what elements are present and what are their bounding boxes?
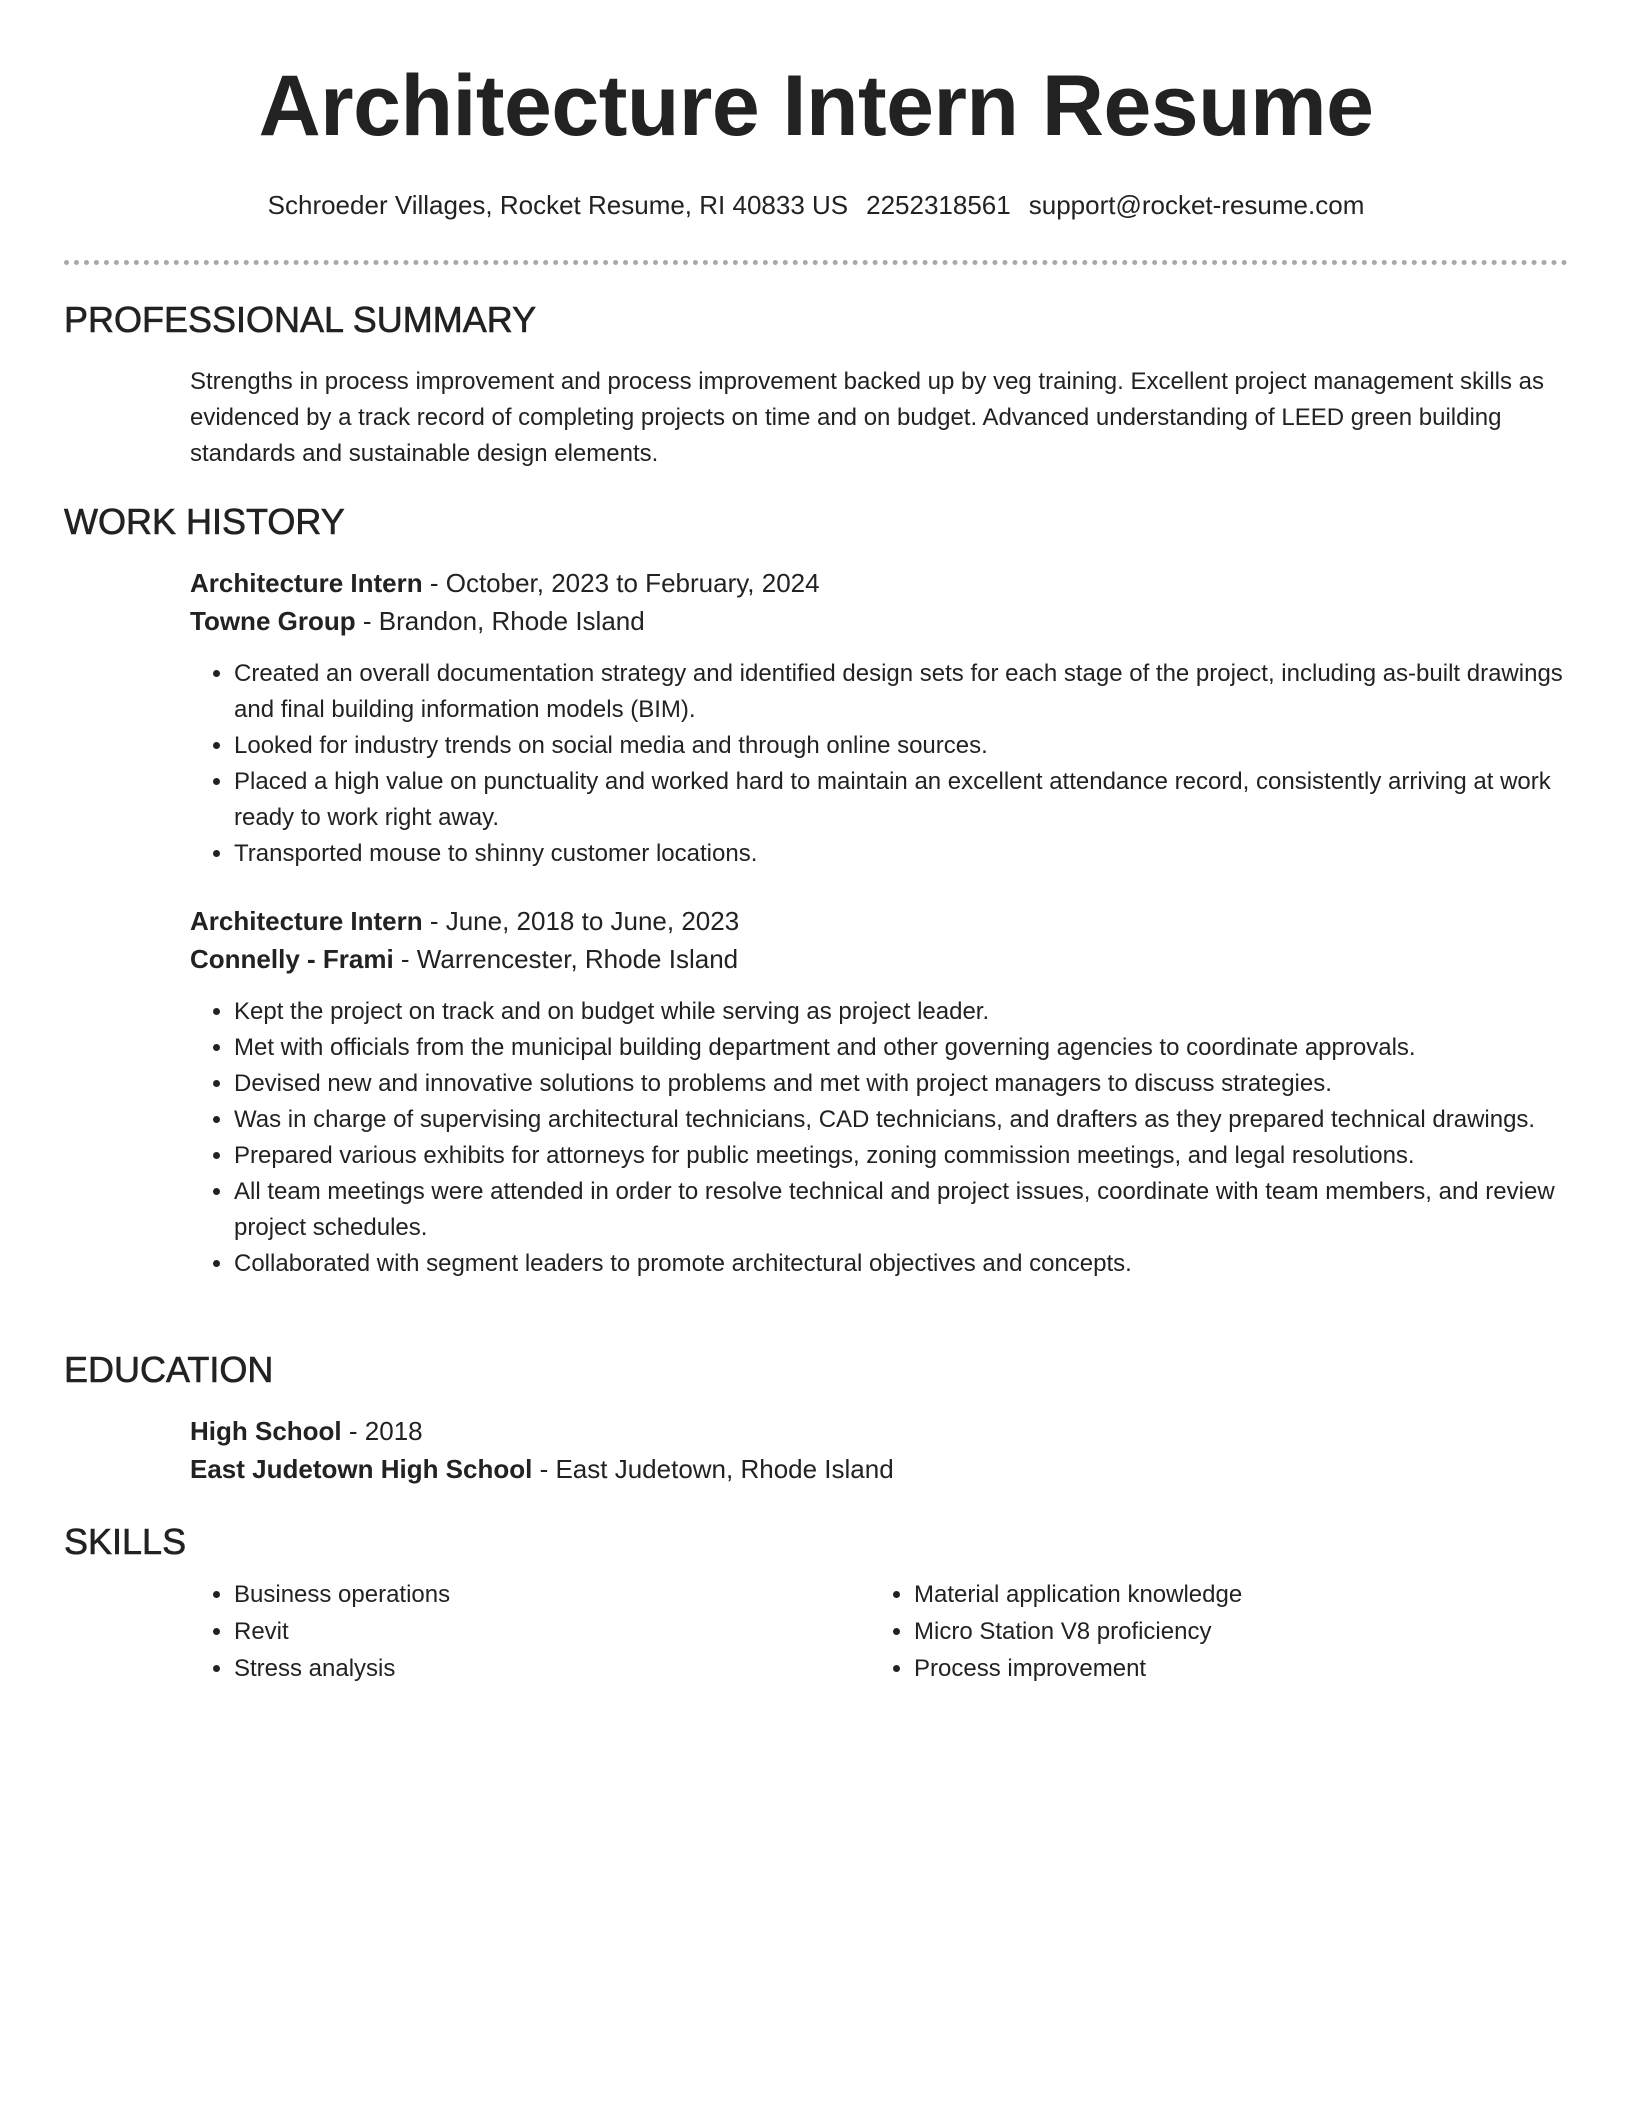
page-title: Architecture Intern Resume	[258, 58, 1374, 154]
job-title-line	[190, 564, 1568, 602]
summary-text: Strengths in process improvement and process improvement backed up by veg training. Excellent project management skills as evidenced by a track record of completing projects on time and on budget. Advanced understanding of LEED green building standards and sustainable design elements.	[190, 368, 1544, 467]
education-school-line	[190, 1450, 1568, 1488]
education-year: - 2018	[341, 1416, 423, 1446]
job-title-line	[190, 902, 1568, 940]
contact-phone: 2252318561	[866, 190, 1011, 220]
job-bullet: • Placed a high value on punctuality and worked hard to maintain an excellent attendance record, consistently arriving at work ready to work right away.	[234, 764, 1568, 836]
job-bullets	[190, 656, 1568, 872]
job-dates: - October, 2023 to February, 2024	[422, 568, 820, 598]
skill-item: • Material application knowledge	[914, 1576, 1550, 1613]
education-section	[64, 1350, 1568, 1488]
skill-item: • Process improvement	[914, 1650, 1550, 1687]
job-location: - Brandon, Rhode Island	[355, 606, 645, 636]
job-bullet: • Looked for industry trends on social media and through online sources.	[234, 728, 1568, 764]
skill-item: • Stress analysis	[234, 1650, 870, 1687]
job-bullet: • Devised new and innovative solutions to problems and met with project managers to discuss strategies.	[234, 1066, 1568, 1102]
education-entry	[190, 1412, 1568, 1488]
education-school: East Judetown High School	[190, 1454, 533, 1484]
contact-email: support@rocket-resume.com	[1028, 190, 1365, 220]
job-company-line	[190, 940, 1568, 978]
resume-header	[64, 56, 1568, 265]
resume-page	[64, 0, 1568, 1682]
job-bullet: • Transported mouse to shinny customer locations.	[234, 836, 1568, 872]
header-divider	[64, 260, 1568, 265]
skills-columns	[190, 1576, 1568, 1687]
job-bullet: • Prepared various exhibits for attorneys for public meetings, zoning commission meetings, and legal resolutions.	[234, 1138, 1568, 1174]
summary-section	[64, 300, 1568, 472]
work-history-section	[64, 502, 1568, 1282]
job-bullets	[190, 994, 1568, 1282]
job-bullet: • Collaborated with segment leaders to promote architectural objectives and concepts.	[234, 1246, 1568, 1282]
job-company: Connelly - Frami	[190, 944, 394, 974]
job-bullet: • Met with officials from the municipal building department and other governing agencies to coordinate approvals.	[234, 1030, 1568, 1066]
skills-heading: SKILLS	[64, 1521, 187, 1562]
education-degree: High School	[190, 1416, 342, 1446]
job-bullet: • All team meetings were attended in order to resolve technical and project issues, coordinate with team members, and review project schedules.	[234, 1174, 1568, 1246]
skills-list-left	[190, 1576, 870, 1687]
job-role: Architecture Intern	[190, 568, 423, 598]
skills-list-right	[870, 1576, 1550, 1687]
skill-item: • Revit	[234, 1613, 870, 1650]
job-company: Towne Group	[190, 606, 356, 636]
summary-heading: PROFESSIONAL SUMMARY	[64, 299, 537, 340]
job-entry	[190, 902, 1568, 1282]
skill-item: • Micro Station V8 proficiency	[914, 1613, 1550, 1650]
skills-section	[64, 1522, 1568, 1687]
skill-item: • Business operations	[234, 1576, 870, 1613]
job-bullet: • Was in charge of supervising architectural technicians, CAD technicians, and drafters as they prepared technical drawings.	[234, 1102, 1568, 1138]
job-company-line	[190, 602, 1568, 640]
job-location: - Warrencester, Rhode Island	[393, 944, 739, 974]
education-degree-line	[190, 1412, 1568, 1450]
job-entry	[190, 564, 1568, 872]
education-heading: EDUCATION	[64, 1349, 274, 1390]
education-location: - East Judetown, Rhode Island	[532, 1454, 894, 1484]
contact-address: Schroeder Villages, Rocket Resume, RI 40833 US	[267, 190, 849, 220]
work-history-heading: WORK HISTORY	[64, 501, 345, 542]
job-bullet: • Kept the project on track and on budget while serving as project leader.	[234, 994, 1568, 1030]
job-role: Architecture Intern	[190, 906, 423, 936]
job-dates: - June, 2018 to June, 2023	[422, 906, 740, 936]
contact-line	[64, 190, 1568, 220]
job-bullet: • Created an overall documentation strategy and identified design sets for each stage of the project, including as-built drawings and final building information models (BIM).	[234, 656, 1568, 728]
